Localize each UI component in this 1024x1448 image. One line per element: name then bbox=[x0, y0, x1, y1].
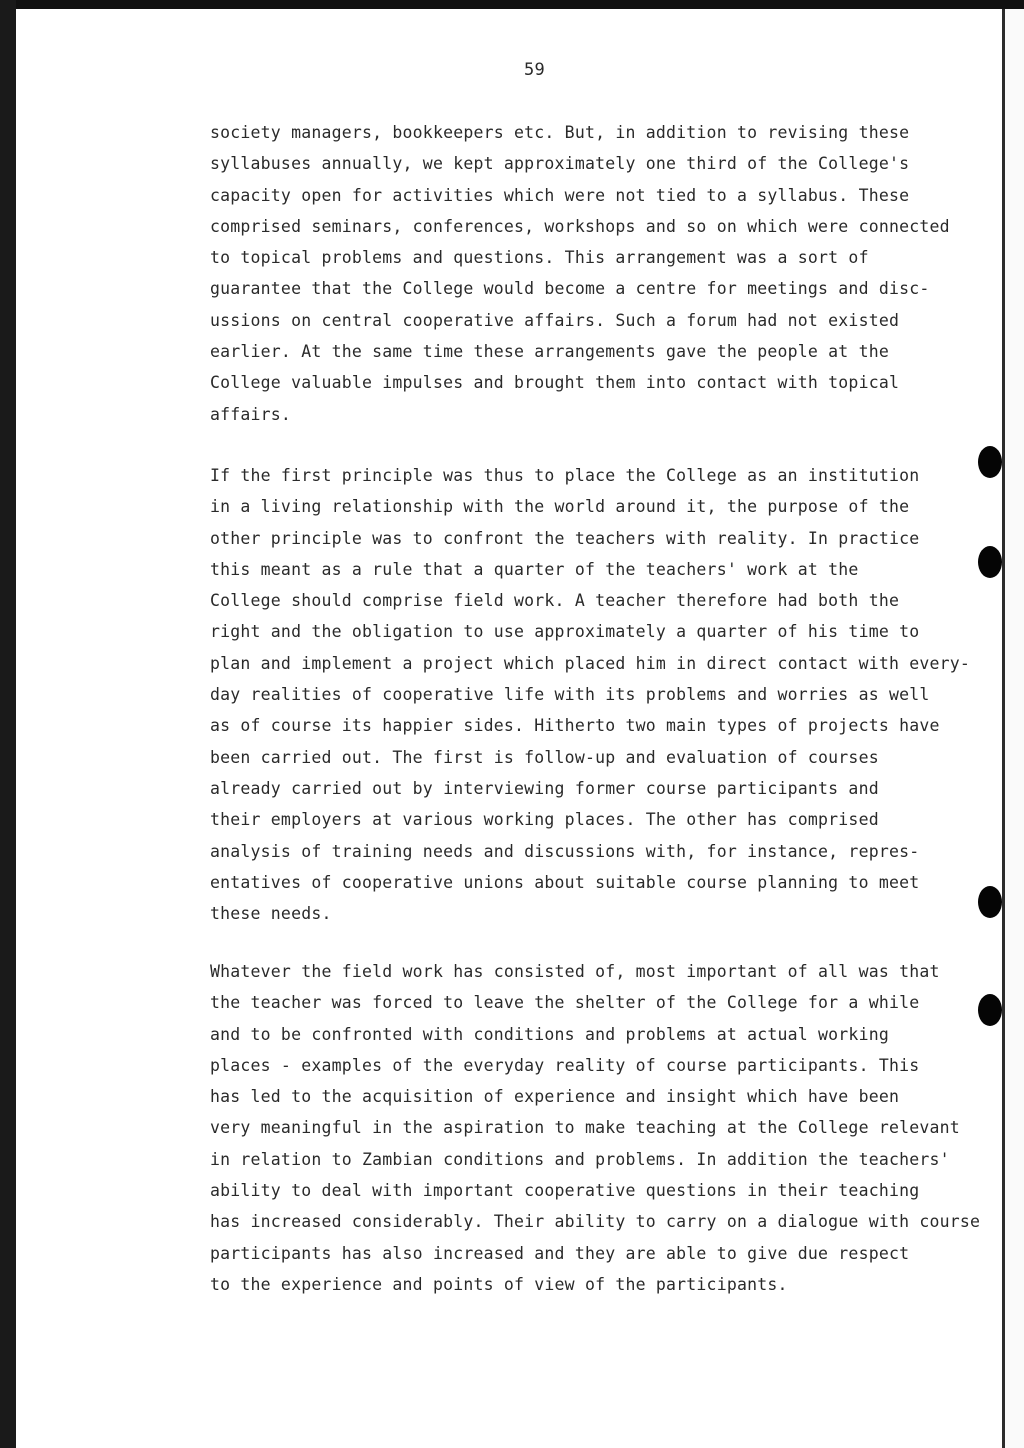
text-line: and to be confronted with conditions and problems at actual working bbox=[210, 1024, 889, 1044]
paragraph-2 bbox=[210, 460, 970, 929]
text-line: syllabuses annually, we kept approximately one third of the College's bbox=[210, 154, 910, 174]
punch-hole-icon bbox=[978, 886, 1002, 918]
text-line: College valuable impulses and brought them into contact with topical bbox=[210, 373, 900, 393]
text-line: other principle was to confront the teachers with reality. In practice bbox=[210, 528, 920, 548]
text-line: analysis of training needs and discussions with, for instance, repres- bbox=[210, 841, 920, 861]
punch-hole-icon bbox=[978, 546, 1002, 578]
punch-hole-icon bbox=[978, 446, 1002, 478]
text-line: in relation to Zambian conditions and problems. In addition the teachers' bbox=[210, 1149, 950, 1169]
text-line: in a living relationship with the world around it, the purpose of the bbox=[210, 497, 910, 517]
page-number: 59 bbox=[524, 60, 546, 80]
text-line: the teacher was forced to leave the shelter of the College for a while bbox=[210, 993, 920, 1013]
text-line: to the experience and points of view of the participants. bbox=[210, 1274, 788, 1294]
text-line: been carried out. The first is follow-up and evaluation of courses bbox=[210, 747, 879, 767]
text-line: society managers, bookkeepers etc. But, in addition to revising these bbox=[210, 123, 910, 142]
paragraph-3 bbox=[210, 956, 980, 1300]
text-line: day realities of cooperative life with its problems and worries as well bbox=[210, 685, 930, 705]
text-line: already carried out by interviewing former course participants and bbox=[210, 778, 879, 798]
text-line: If the first principle was thus to place the College as an institution bbox=[210, 466, 920, 485]
text-line: their employers at various working places. The other has comprised bbox=[210, 810, 879, 830]
text-line: guarantee that the College would become a centre for meetings and disc- bbox=[210, 279, 930, 299]
text-line: right and the obligation to use approximately a quarter of his time to bbox=[210, 622, 920, 642]
text-line: participants has also increased and they are able to give due respect bbox=[210, 1243, 910, 1263]
scan-margin-right bbox=[1005, 9, 1024, 1448]
text-line: these needs. bbox=[210, 904, 332, 924]
text-line: this meant as a rule that a quarter of the teachers' work at the bbox=[210, 559, 859, 579]
punch-hole-icon bbox=[978, 994, 1002, 1026]
text-line: capacity open for activities which were not tied to a syllabus. These bbox=[210, 185, 910, 205]
text-line: plan and implement a project which placed him in direct contact with every- bbox=[210, 653, 971, 673]
text-line: earlier. At the same time these arrangements gave the people at the bbox=[210, 342, 889, 362]
text-line: entatives of cooperative unions about suitable course planning to meet bbox=[210, 872, 920, 892]
text-line: to topical problems and questions. This arrangement was a sort of bbox=[210, 248, 869, 268]
text-line: as of course its happier sides. Hitherto two main types of projects have bbox=[210, 716, 940, 736]
text-line: has led to the acquisition of experience and insight which have been bbox=[210, 1087, 900, 1107]
scan-border-top bbox=[0, 0, 1024, 9]
text-line: Whatever the field work has consisted of, most important of all was that bbox=[210, 962, 940, 981]
text-line: affairs. bbox=[210, 404, 292, 424]
text-line: ability to deal with important cooperative questions in their teaching bbox=[210, 1181, 920, 1201]
text-line: very meaningful in the aspiration to make teaching at the College relevant bbox=[210, 1118, 960, 1138]
paragraph-1 bbox=[210, 117, 950, 430]
scan-border-left bbox=[0, 0, 16, 1448]
text-line: College should comprise field work. A teacher therefore had both the bbox=[210, 591, 900, 611]
text-line: has increased considerably. Their ability to carry on a dialogue with course bbox=[210, 1212, 981, 1232]
text-line: ussions on central cooperative affairs. Such a forum had not existed bbox=[210, 310, 900, 330]
text-line: comprised seminars, conferences, workshops and so on which were connected bbox=[210, 216, 950, 236]
text-line: places - examples of the everyday reality of course participants. This bbox=[210, 1055, 920, 1075]
